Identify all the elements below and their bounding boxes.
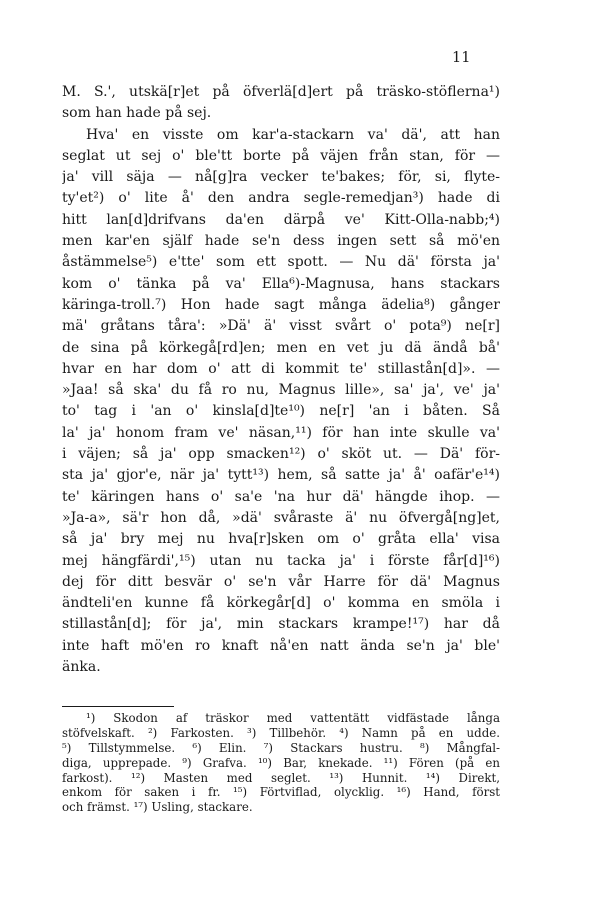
body-line: de sina på körkegå[rd]en; men en vet ju dä ändå bå' xyxy=(62,339,500,356)
footnote-line: enkom för saken i fr. ¹⁵) Förtviflad, olycklig. ¹⁶) Hand, först xyxy=(62,785,500,800)
body-text xyxy=(62,82,500,678)
body-line: M. S.', utskä[r]et på öfverlä[d]ert på träsko-stöflerna¹) xyxy=(62,84,500,100)
body-line: stillastån[d]; för ja', min stackars krampe!¹⁷) har då xyxy=(62,616,500,633)
body-line: Hva' en visste om kar'a-stackarn va' dä', att han xyxy=(86,126,500,143)
footnote-line: farkost). ¹²) Masten med seglet. ¹³) Hunnit. ¹⁴) Direkt, xyxy=(62,770,500,785)
body-line: te' käringen hans o' sa'e 'na hur dä' hängde ihop. — xyxy=(62,488,500,505)
body-line: »Jaa! så ska' du få ro nu, Magnus lille», sa' ja', ve' ja' xyxy=(62,382,500,399)
body-line: »Ja-a», sä'r hon då, »dä' svåraste ä' nu öfvergå[ng]et, xyxy=(62,509,500,526)
footnotes xyxy=(62,711,500,815)
footnote-line: ⁵) Tillstymmelse. ⁶) Elin. ⁷) Stackars hustru. ⁸) Mångfal- xyxy=(62,740,500,755)
body-line: inte haft mö'en ro knaft nå'en natt ända se'n ja' ble' xyxy=(62,637,500,654)
body-line: dej för ditt besvär o' se'n vår Harre för dä' Magnus xyxy=(62,573,500,590)
body-line: hitt lan[d]drifvans da'en därpå ve' Kitt-Olla-nabb;⁴) xyxy=(62,211,500,228)
body-line: mej hängfärdi',¹⁵) utan nu tacka ja' i förste får[d]¹⁶) xyxy=(62,552,500,569)
footnote-line: stöfvelskaft. ²) Farkosten. ³) Tillbehör. ⁴) Namn på en udde. xyxy=(62,725,500,740)
body-line: som han hade på sej. xyxy=(62,105,212,122)
body-line: to' tag i 'an o' kinsla[d]te¹⁰) ne[r] 'an i båten. Så xyxy=(62,403,500,420)
footnote-divider xyxy=(62,706,174,707)
body-line: la' ja' honom fram ve' näsan,¹¹) för han inte skulle va' xyxy=(62,424,500,441)
body-line: sta ja' gjor'e, när ja' tytt¹³) hem, så satte ja' å' oafär'e¹⁴) xyxy=(62,467,500,484)
body-line: ja' vill säja — nå[g]ra vecker te'bakes; för, si, flyte- xyxy=(62,169,500,186)
body-line: mä' gråtans tåra': »Dä' ä' visst svårt o' pota⁹) ne[r] xyxy=(62,318,500,335)
footnote-line: ¹) Skodon af träskor med vattentätt vidfästade långa xyxy=(86,711,500,725)
body-line: i väjen; så ja' opp smacken¹²) o' sköt ut. — Dä' för- xyxy=(62,446,500,463)
body-line: kom o' tänka på va' Ella⁶)-Magnusa, hans stackars xyxy=(62,275,500,292)
body-line: ändteli'en kunne få körkegår[d] o' komma en smöla i xyxy=(62,595,500,612)
footnote-line: och främst. ¹⁷) Usling, stackare. xyxy=(62,800,253,815)
body-line: seglat ut sej o' ble'tt borte på väjen från stan, för — xyxy=(62,147,500,164)
body-line: änka. xyxy=(62,659,101,676)
body-line: så ja' bry mej nu hva[r]sken om o' gråta ella' visa xyxy=(62,531,500,548)
footnote-line: diga, upprepade. ⁹) Grafva. ¹⁰) Bar, knekade. ¹¹) Fören (på en xyxy=(62,755,500,770)
body-line: åstämmelse⁵) e'tte' som ett spott. — Nu dä' första ja' xyxy=(62,254,500,271)
body-line: ty'et²) o' lite å' den andra segle-remedjan³) hade di xyxy=(62,190,500,207)
page-number: 11 xyxy=(452,50,471,66)
body-line: men kar'en själf hade se'n dess ingen sett så mö'en xyxy=(62,233,500,250)
body-line: käringa-troll.⁷) Hon hade sagt många ädelia⁸) gånger xyxy=(62,296,500,313)
body-line: hvar en har dom o' att di kommit te' stillastån[d]». — xyxy=(62,360,500,377)
